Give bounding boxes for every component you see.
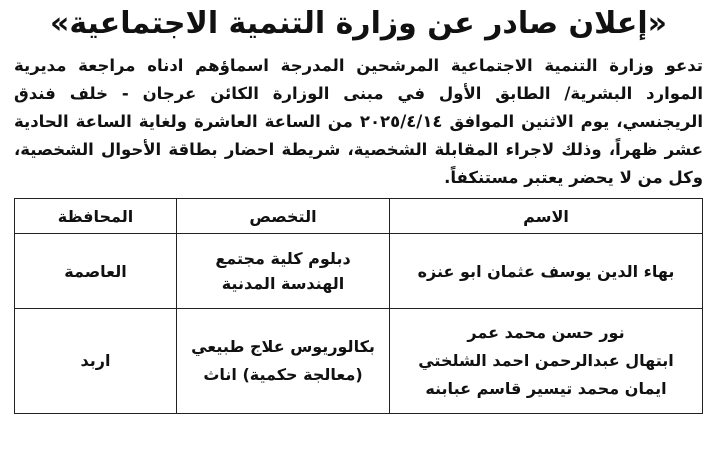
candidate-name: ابتهال عبدالرحمن احمد الشلختي	[418, 351, 674, 370]
header-name: الاسم	[390, 199, 703, 234]
candidates-table	[14, 198, 703, 414]
cell-specialization: دبلوم كلية مجتمع الهندسة المدنية	[177, 234, 390, 309]
cell-governorate: العاصمة	[15, 234, 177, 309]
cell-specialization: بكالوريوس علاج طبيعي (معالجة حكمية) اناث	[177, 309, 390, 414]
candidate-name: بهاء الدين يوسف عثمان ابو عنزه	[417, 261, 675, 281]
candidate-name: ايمان محمد تيسير قاسم عبابنه	[425, 379, 667, 398]
header-specialization: التخصص	[177, 199, 390, 234]
candidate-name: نور حسن محمد عمر	[467, 323, 625, 342]
table-header-row	[15, 199, 703, 234]
cell-governorate: اربد	[15, 309, 177, 414]
cell-names	[390, 234, 703, 309]
table-row	[15, 234, 703, 309]
announcement-body: تدعو وزارة التنمية الاجتماعية المرشحين المدرجة اسماؤهم ادناه مراجعة مديرية الموارد البشرية/ الطابق الأول في مبنى الوزارة الكائن عرجان - خلف فندق الريجنسي، يوم الاثنين الموافق ٢٠٢٥/٤/١٤ من الساعة العاشرة ولغاية الساعة الحادية عشر ظهراً، وذلك لاجراء المقابلة الشخصية، شريطة احضار بطاقة الأحوال الشخصية، وكل من لا يحضر يعتبر مستنكفاً.	[14, 56, 703, 187]
header-governorate: المحافظة	[15, 199, 177, 234]
table-row	[15, 309, 703, 414]
cell-names	[390, 309, 703, 414]
announcement-title: «إعلان صادر عن وزارة التنمية الاجتماعية»	[49, 6, 668, 41]
